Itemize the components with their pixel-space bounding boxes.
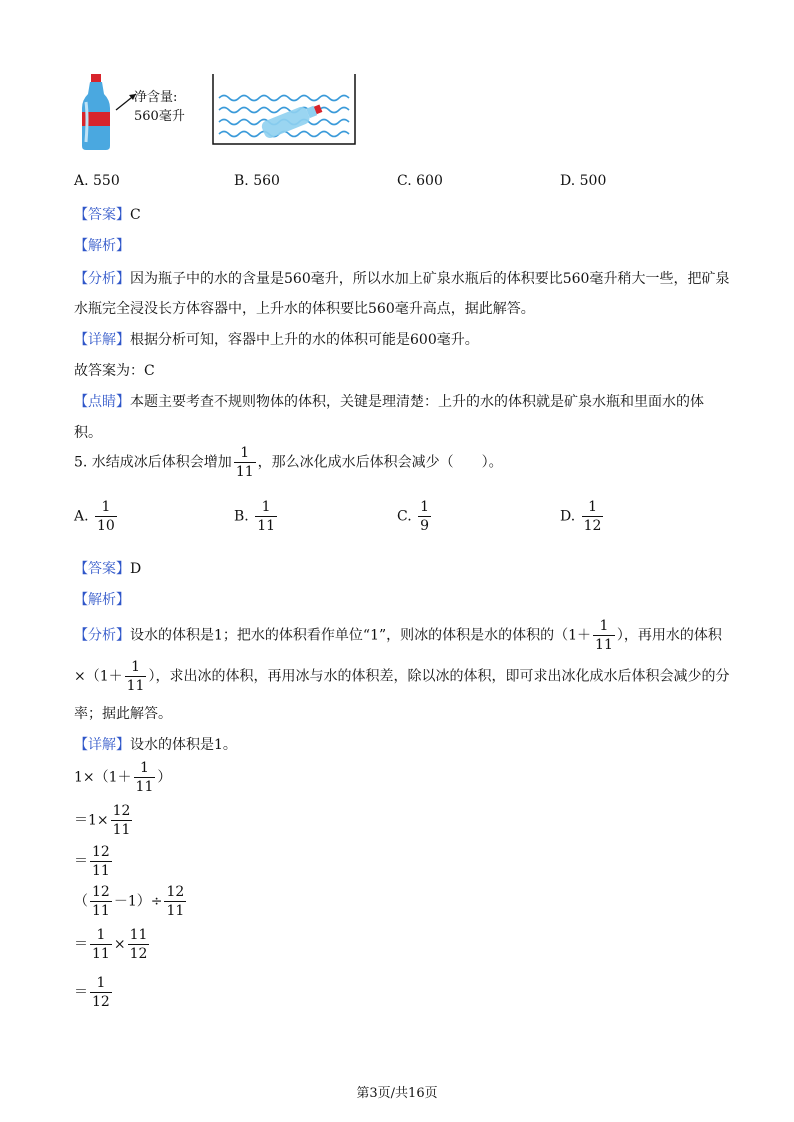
calc-step-1: 1×（1＋ $\frac{1}{11}$ ）: [74, 760, 172, 795]
q4-option-b: B. 560: [234, 173, 280, 189]
q5-stem: 5. 水结成冰后体积会增加 $\frac{1}{11}$ ，那么冰化成水后体积会减少（ ）。: [74, 445, 503, 480]
q5-option-b: B. $\frac{1}{11}$: [234, 499, 276, 534]
bottle-icon: [76, 72, 116, 152]
calc-step-3: ＝ $\frac{12}{11}$: [74, 844, 110, 879]
q5-xiangjie: 【详解】设水的体积是1。: [74, 737, 237, 753]
water-container-illustration: [211, 74, 357, 146]
q5-answer: 【答案】D: [74, 561, 142, 577]
q4-dianjing-cont: 积。: [74, 425, 102, 441]
q4-xiangjie: 【详解】根据分析可知，容器中上升的水的体积可能是600毫升。: [74, 332, 479, 348]
page-footer: 第3页/共16页: [356, 1086, 438, 1101]
q5-option-d: D. $\frac{1}{12}$: [560, 499, 602, 534]
q4-option-c: C. 600: [397, 173, 443, 189]
calc-step-5: ＝ $\frac{1}{11}$ × $\frac{11}{12}$: [74, 927, 148, 962]
q4-final-answer: 故答案为：C: [74, 363, 155, 379]
q4-option-d: D. 500: [560, 173, 607, 189]
q4-answer: 【答案】C: [74, 207, 141, 223]
fraction: $\frac{1}{11}$: [235, 445, 254, 480]
q5-analysis-heading: 【解析】: [74, 592, 130, 608]
q4-fenxi-cont: 水瓶完全浸没长方体容器中，上升水的体积要比560毫升高点，据此解答。: [74, 301, 535, 317]
calc-step-2: ＝1× $\frac{12}{11}$: [74, 803, 131, 838]
question-figure: [70, 72, 360, 152]
q5-option-a: A. $\frac{1}{10}$: [74, 499, 115, 534]
q5-fenxi-cont: ×（1＋ $\frac{1}{11}$ ），求出冰的体积，再用冰与水的体积差，除以冰的体积，即可求出冰化成水后体积会减少的分: [74, 659, 730, 694]
q5-option-c: C. $\frac{1}{9}$: [397, 499, 430, 534]
bottle-label: 净含量: 560毫升: [134, 90, 185, 124]
q5-fenxi-end: 率；据此解答。: [74, 706, 172, 722]
q4-dianjing: 【点睛】本题主要考查不规则物体的体积，关键是理清楚：上升的水的体积就是矿泉水瓶和里面水的体: [74, 394, 704, 410]
calc-step-4: （ $\frac{12}{11}$ －1）÷ $\frac{12}{11}$: [74, 884, 185, 919]
calc-step-6: ＝ $\frac{1}{12}$: [74, 975, 110, 1010]
q5-fenxi: 【分析】设水的体积是1；把水的体积看作单位“1”，则冰的体积是水的体积的（1＋ $\frac{1}{11}$ ），再用水的体积: [74, 618, 722, 653]
q4-option-a: A. 550: [74, 173, 120, 189]
q4-fenxi: 【分析】因为瓶子中的水的含量是560毫升，所以水加上矿泉水瓶后的体积要比560毫升稍大一些，把矿泉: [74, 271, 730, 287]
q4-analysis-heading: 【解析】: [74, 238, 130, 254]
